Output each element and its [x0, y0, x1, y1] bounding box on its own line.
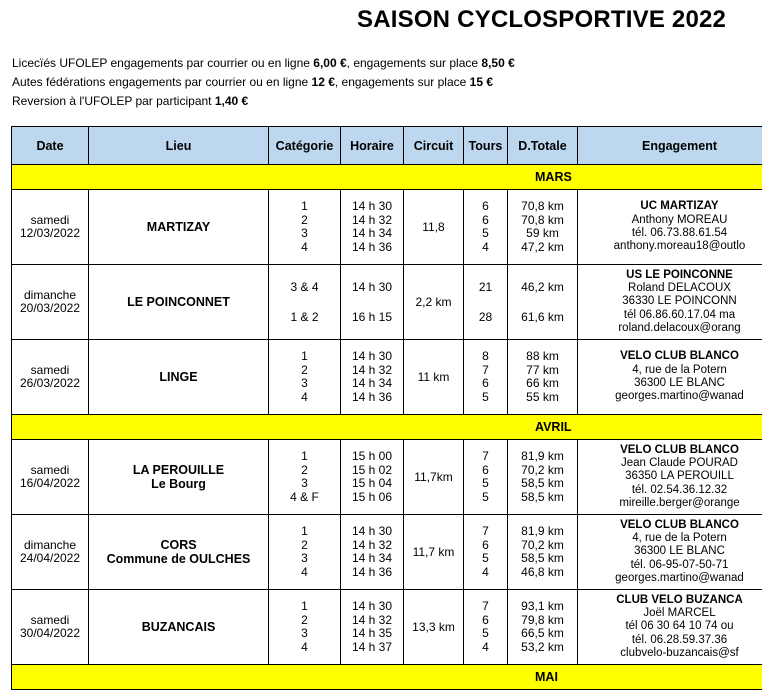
event-engagement — [578, 190, 762, 265]
event-engagement — [578, 590, 762, 665]
event-horaires — [341, 590, 404, 665]
horaire-value: 14 h 30 — [341, 525, 403, 539]
header-horaire: Horaire — [341, 127, 404, 165]
event-row — [12, 440, 762, 515]
category-value: 1 — [269, 450, 340, 464]
event-row — [12, 340, 762, 415]
lieu-line: BUZANCAIS — [89, 620, 268, 634]
lieu-line: Le Bourg — [89, 477, 268, 491]
distance-value: 58,5 km — [508, 477, 577, 491]
header-categorie: Catégorie — [269, 127, 341, 165]
header-tours: Tours — [464, 127, 508, 165]
event-categories — [269, 590, 341, 665]
distance-value: 70,2 km — [508, 464, 577, 478]
category-value: 1 — [269, 350, 340, 364]
month-label: MAI — [12, 665, 762, 690]
month-label: MARS — [12, 165, 762, 190]
tours-value: 6 — [464, 539, 507, 553]
horaire-value: 14 h 36 — [341, 566, 403, 580]
contact-line: 36330 LE POINCONN — [578, 295, 762, 308]
tours-value: 5 — [464, 491, 507, 505]
contact-line: 4, rue de la Potern — [578, 532, 762, 545]
horaire-value: 14 h 30 — [341, 272, 403, 302]
club-name: CLUB VELO BUZANCA — [578, 594, 762, 607]
contact-line: tél 06 30 64 10 74 ou — [578, 620, 762, 633]
lieu-line: MARTIZAY — [89, 220, 268, 234]
header-lieu: Lieu — [89, 127, 269, 165]
distance-value: 93,1 km — [508, 600, 577, 614]
horaire-value: 14 h 30 — [341, 600, 403, 614]
horaire-value: 14 h 34 — [341, 552, 403, 566]
distance-value: 53,2 km — [508, 641, 577, 655]
event-categories — [269, 265, 341, 340]
lieu-line: Commune de OULCHES — [89, 552, 268, 566]
lieu-line: LA PEROUILLE — [89, 463, 268, 477]
header-row — [12, 127, 762, 165]
distance-value: 66 km — [508, 377, 577, 391]
tours-value: 28 — [464, 302, 507, 332]
distance-value: 81,9 km — [508, 450, 577, 464]
tours-value: 4 — [464, 641, 507, 655]
event-tours — [464, 265, 508, 340]
event-circuit: 11 km — [404, 340, 464, 415]
category-value: 4 — [269, 391, 340, 405]
event-date — [12, 440, 89, 515]
event-row — [12, 590, 762, 665]
contact-line: 36300 LE BLANC — [578, 545, 762, 558]
event-circuit: 13,3 km — [404, 590, 464, 665]
event-engagement — [578, 265, 762, 340]
event-engagement — [578, 440, 762, 515]
contact-line: Roland DELACOUX — [578, 282, 762, 295]
month-row — [12, 165, 762, 190]
event-distance — [508, 440, 578, 515]
distance-value: 58,5 km — [508, 552, 577, 566]
date-line: dimanche — [12, 289, 88, 303]
horaire-value: 14 h 32 — [341, 539, 403, 553]
club-name: VELO CLUB BLANCO — [578, 519, 762, 532]
contact-line: tél. 02.54.36.12.32 — [578, 484, 762, 497]
tours-value: 6 — [464, 214, 507, 228]
horaire-value: 15 h 02 — [341, 464, 403, 478]
tours-value: 5 — [464, 627, 507, 641]
distance-value: 79,8 km — [508, 614, 577, 628]
event-lieu — [89, 590, 269, 665]
tours-value: 5 — [464, 391, 507, 405]
contact-line: Anthony MOREAU — [578, 214, 762, 227]
event-distance — [508, 340, 578, 415]
club-name: VELO CLUB BLANCO — [578, 444, 762, 457]
tours-value: 4 — [464, 566, 507, 580]
tours-value: 4 — [464, 241, 507, 255]
date-line: 30/04/2022 — [12, 627, 88, 641]
club-name: UC MARTIZAY — [578, 200, 762, 213]
distance-value: 66,5 km — [508, 627, 577, 641]
horaire-value: 14 h 34 — [341, 227, 403, 241]
event-lieu — [89, 265, 269, 340]
event-circuit: 11,7km — [404, 440, 464, 515]
event-date — [12, 340, 89, 415]
header-circuit: Circuit — [404, 127, 464, 165]
horaire-value: 14 h 35 — [341, 627, 403, 641]
contact-line: tél. 06-95-07-50-71 — [578, 559, 762, 572]
tours-value: 5 — [464, 477, 507, 491]
horaire-value: 14 h 30 — [341, 350, 403, 364]
event-tours — [464, 590, 508, 665]
distance-value: 88 km — [508, 350, 577, 364]
distance-value: 70,2 km — [508, 539, 577, 553]
category-value: 3 & 4 — [269, 272, 340, 302]
month-row — [12, 415, 762, 440]
info-line-1: Licecïés UFOLEP engagements par courrier ou en ligne 6,00 €, engagements sur place 8,50 € — [12, 56, 515, 70]
event-horaires — [341, 190, 404, 265]
category-value: 1 & 2 — [269, 302, 340, 332]
date-line: 12/03/2022 — [12, 227, 88, 241]
event-horaires — [341, 265, 404, 340]
contact-line: clubvelo-buzancais@sf — [578, 647, 762, 660]
event-horaires — [341, 515, 404, 590]
category-value: 2 — [269, 214, 340, 228]
category-value: 4 — [269, 566, 340, 580]
category-value: 4 & F — [269, 491, 340, 505]
club-name: VELO CLUB BLANCO — [578, 350, 762, 363]
event-lieu — [89, 190, 269, 265]
event-distance — [508, 590, 578, 665]
date-line: samedi — [12, 464, 88, 478]
distance-value: 70,8 km — [508, 200, 577, 214]
event-engagement — [578, 515, 762, 590]
event-categories — [269, 190, 341, 265]
contact-line: roland.delacoux@orang — [578, 322, 762, 335]
event-tours — [464, 515, 508, 590]
date-line: 20/03/2022 — [12, 302, 88, 316]
event-distance — [508, 190, 578, 265]
distance-value: 47,2 km — [508, 241, 577, 255]
event-tours — [464, 340, 508, 415]
event-distance — [508, 515, 578, 590]
lieu-line: LE POINCONNET — [89, 295, 268, 309]
month-row — [12, 665, 762, 690]
category-value: 2 — [269, 364, 340, 378]
date-line: 26/03/2022 — [12, 377, 88, 391]
month-label: AVRIL — [12, 415, 762, 440]
event-date — [12, 265, 89, 340]
event-date — [12, 190, 89, 265]
horaire-value: 14 h 34 — [341, 377, 403, 391]
contact-line: mireille.berger@orange — [578, 497, 762, 510]
distance-value: 70,8 km — [508, 214, 577, 228]
category-value: 3 — [269, 377, 340, 391]
category-value: 4 — [269, 241, 340, 255]
event-row — [12, 515, 762, 590]
category-value: 1 — [269, 200, 340, 214]
event-categories — [269, 340, 341, 415]
distance-value: 61,6 km — [508, 302, 577, 332]
contact-line: tél. 06.73.88.61.54 — [578, 227, 762, 240]
date-line: samedi — [12, 214, 88, 228]
horaire-value: 14 h 36 — [341, 391, 403, 405]
event-horaires — [341, 440, 404, 515]
category-value: 3 — [269, 552, 340, 566]
distance-value: 46,8 km — [508, 566, 577, 580]
event-categories — [269, 515, 341, 590]
tours-value: 7 — [464, 525, 507, 539]
tours-value: 6 — [464, 614, 507, 628]
header-dtotale: D.Totale — [508, 127, 578, 165]
tours-value: 6 — [464, 377, 507, 391]
event-categories — [269, 440, 341, 515]
event-circuit: 11,7 km — [404, 515, 464, 590]
event-engagement — [578, 340, 762, 415]
tours-value: 7 — [464, 450, 507, 464]
event-distance — [508, 265, 578, 340]
category-value: 3 — [269, 477, 340, 491]
date-line: samedi — [12, 614, 88, 628]
info-line-2: Autes fédérations engagements par courrier ou en ligne 12 €, engagements sur place 15 € — [12, 75, 493, 89]
distance-value: 58,5 km — [508, 491, 577, 505]
category-value: 1 — [269, 525, 340, 539]
event-tours — [464, 190, 508, 265]
distance-value: 81,9 km — [508, 525, 577, 539]
category-value: 3 — [269, 627, 340, 641]
event-lieu — [89, 515, 269, 590]
contact-line: georges.martino@wanad — [578, 572, 762, 585]
tours-value: 5 — [464, 227, 507, 241]
distance-value: 59 km — [508, 227, 577, 241]
lieu-line: LINGE — [89, 370, 268, 384]
event-date — [12, 515, 89, 590]
tours-value: 7 — [464, 364, 507, 378]
club-name: US LE POINCONNE — [578, 269, 762, 282]
contact-line: tél 06.86.60.17.04 ma — [578, 309, 762, 322]
event-tours — [464, 440, 508, 515]
event-row — [12, 265, 762, 340]
event-circuit: 11,8 — [404, 190, 464, 265]
contact-line: 36350 LA PEROUILL — [578, 470, 762, 483]
schedule-table — [11, 126, 762, 690]
contact-line: Joël MARCEL — [578, 607, 762, 620]
distance-value: 55 km — [508, 391, 577, 405]
horaire-value: 14 h 36 — [341, 241, 403, 255]
horaire-value: 15 h 00 — [341, 450, 403, 464]
category-value: 4 — [269, 641, 340, 655]
tours-value: 21 — [464, 272, 507, 302]
header-engagement: Engagement — [578, 127, 762, 165]
event-date — [12, 590, 89, 665]
category-value: 1 — [269, 600, 340, 614]
tours-value: 6 — [464, 200, 507, 214]
horaire-value: 14 h 32 — [341, 614, 403, 628]
header-date: Date — [12, 127, 89, 165]
contact-line: tél. 06.28.59.37.36 — [578, 634, 762, 647]
tours-value: 8 — [464, 350, 507, 364]
tours-value: 6 — [464, 464, 507, 478]
date-line: 24/04/2022 — [12, 552, 88, 566]
horaire-value: 16 h 15 — [341, 302, 403, 332]
horaire-value: 14 h 32 — [341, 364, 403, 378]
contact-line: georges.martino@wanad — [578, 390, 762, 403]
page-title: SAISON CYCLOSPORTIVE 2022 — [357, 6, 726, 34]
contact-line: 4, rue de la Potern — [578, 364, 762, 377]
category-value: 2 — [269, 539, 340, 553]
horaire-value: 15 h 04 — [341, 477, 403, 491]
event-lieu — [89, 440, 269, 515]
distance-value: 46,2 km — [508, 272, 577, 302]
contact-line: anthony.moreau18@outlo — [578, 240, 762, 253]
horaire-value: 14 h 30 — [341, 200, 403, 214]
lieu-line: CORS — [89, 538, 268, 552]
event-row — [12, 190, 762, 265]
event-horaires — [341, 340, 404, 415]
contact-line: Jean Claude POURAD — [578, 457, 762, 470]
tours-value: 7 — [464, 600, 507, 614]
category-value: 2 — [269, 464, 340, 478]
category-value: 3 — [269, 227, 340, 241]
event-circuit: 2,2 km — [404, 265, 464, 340]
distance-value: 77 km — [508, 364, 577, 378]
date-line: dimanche — [12, 539, 88, 553]
date-line: 16/04/2022 — [12, 477, 88, 491]
event-lieu — [89, 340, 269, 415]
contact-line: 36300 LE BLANC — [578, 377, 762, 390]
info-line-3: Reversion à l'UFOLEP par participant 1,40 € — [12, 94, 248, 108]
date-line: samedi — [12, 364, 88, 378]
tours-value: 5 — [464, 552, 507, 566]
horaire-value: 14 h 37 — [341, 641, 403, 655]
horaire-value: 15 h 06 — [341, 491, 403, 505]
horaire-value: 14 h 32 — [341, 214, 403, 228]
category-value: 2 — [269, 614, 340, 628]
